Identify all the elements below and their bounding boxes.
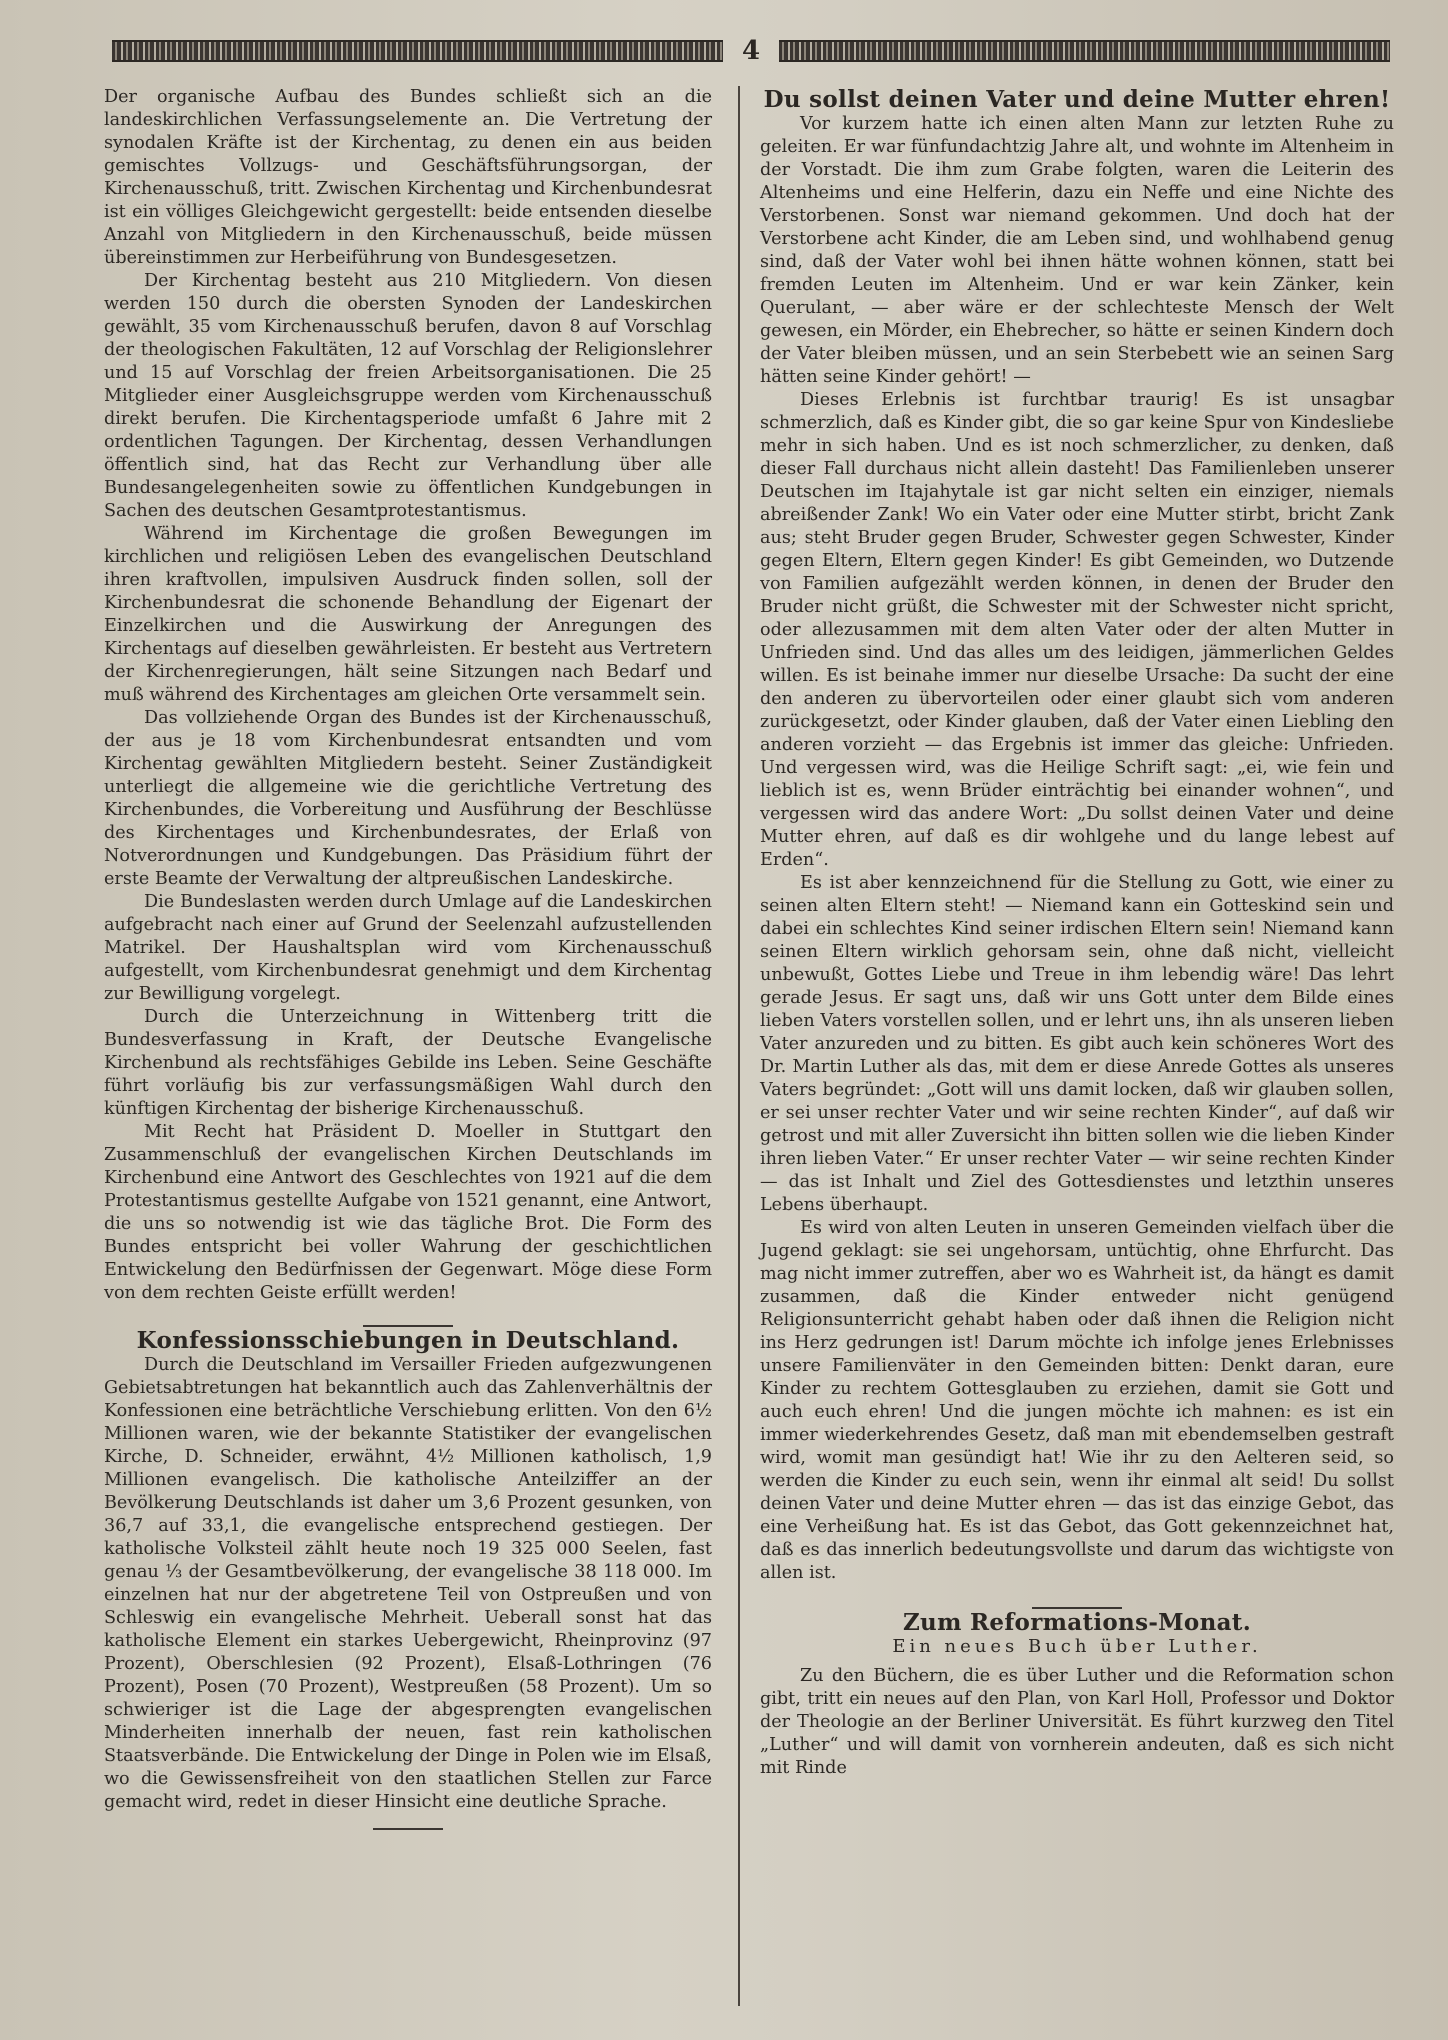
article-title: Konfessionsschiebungen in Deutschland. bbox=[136, 1327, 680, 1354]
paragraph: Es ist aber kennzeichnend für die Stellung zu Gott, wie einer zu seinen alten Eltern steht! — Niemand kann ein Gotteskind sein und dabei ein schlechtes Kind seiner irdischen Eltern sein! Niemand kann seinen Eltern wirklich gehorsam sein, ohne daß nicht, vielleicht unbewußt, Gottes Liebe und Treue in ihm lebendig wäre! Das lehrt gerade Jesus. Er sagt uns, daß wir uns Gott unter dem Bilde eines lieben Vaters vorstellen sollen, und er lehrt uns, ihn als unseren lieben Vater anzureden und zu bitten. Es gibt auch kein schöneres Wort des Dr. Martin Luther als das, mit dem er diese Anrede Gottes als unseres Vaters begründet: „Gott will uns damit locken, daß wir glauben sollen, er sei unser rechter Vater und wir seine rechten Kinder“, auf daß wir getrost und mit aller Zuversicht ihn bitten sollen wie die lieben Kinder ihren lieben Vater.“ Er unser rechter Vater — wir seine rechten Kinder — das ist Inhalt und Ziel des Gottesdienstes und letzthin unseres Lebens überhaupt. bbox=[760, 873, 1394, 1215]
column-divider bbox=[738, 86, 740, 2006]
columns bbox=[104, 86, 1396, 2026]
paragraph: Der organische Aufbau des Bundes schließt sich an die landeskirchlichen Verfassungselemente an. Die Vertretung der synodalen Kräfte ist der Kirchentag, zu denen ein aus beiden gemischtes Vollzugs- und Geschäftsführungsorgan, der Kirchenausschuß, tritt. Zwischen Kirchentag und Kirchenbundesrat ist ein völliges Gleichgewicht gergestellt: beide entsenden dieselbe Anzahl von Mitgliedern in den Kirchenausschuß, beide müssen übereinstimmen zur Herbeiführung von Bundesgesetzen. bbox=[104, 87, 712, 268]
ornamental-rule-left bbox=[112, 40, 723, 62]
paragraph: Dieses Erlebnis ist furchtbar traurig! Es ist unsagbar schmerzlich, daß es Kinder gibt, die so gar keine Spur von Kindesliebe mehr in sich haben. Und es ist noch schmerzlicher, zu denken, daß dieser Fall durchaus nicht allein dasteht! Das Familienleben unserer Deutschen im Itajahytale ist gar nicht selten ein einziger, niemals abreißender Zank! Wo ein Vater oder eine Mutter stirbt, bricht Zank aus; steht Bruder gegen Bruder, Schwester gegen Schwester, Kinder gegen Eltern, Eltern gegen Kinder! Es gibt Gemeinden, wo Dutzende von Familien aufgezählt werden können, in denen der Bruder den Bruder nicht grüßt, die Schwester mit der Schwester nicht spricht, oder allezusammen mit dem alten Vater oder der alten Mutter in Unfrieden sind. Und das alles um des leidigen, jämmerlichen Geldes willen. Es ist beinahe immer nur dieselbe Ursache: Da sucht der eine den anderen zu übervorteilen oder einer glaubt sich vom anderen zurückgesetzt, oder Kinder glauben, daß der Vater einen Liebling den anderen vorzieht — das Ergebnis ist immer das gleiche: Unfrieden. Und vergessen wird, was die Heilige Schrift sagt: „ei, wie fein und lieblich ist es, wenn Brüder einträchtig bei einander wohnen“, und vergessen wird das andere Wort: „Du sollst deinen Vater und deine Mutter ehren, auf daß es dir wohlgehe und du lange lebest auf Erden“. bbox=[760, 390, 1394, 870]
paragraph: Während im Kirchentage die großen Bewegungen im kirchlichen und religiösen Leben des evangelischen Deutschland ihren kraftvollen, impulsiven Ausdruck finden sollen, soll der Kirchenbundesrat die schonende Behandlung der Eigenart der Einzelkirchen und die Auswirkung der Anregungen des Kirchentags auf dieselben gewährleisten. Er besteht aus Vertretern der Kirchenregierungen, hält seine Sitzungen nach Bedarf und muß während des Kirchentages am gleichen Orte versammelt sein. bbox=[104, 524, 712, 705]
paragraph: Durch die Unterzeichnung in Wittenberg tritt die Bundesverfassung in Kraft, der Deutsche Evangelische Kirchenbund als rechtsfähiges Gebilde ins Leben. Seine Geschäfte führt vorläufig bis zur verfassungsmäßigen Wahl durch den künftigen Kirchentag der bisherige Kirchenausschuß. bbox=[104, 1007, 712, 1119]
paragraph: Der Kirchentag besteht aus 210 Mitgliedern. Von diesen werden 150 durch die obersten Synoden der Landeskirchen gewählt, 35 vom Kirchenausschuß berufen, davon 8 auf Vorschlag der theologischen Fakultäten, 12 auf Vorschlag der Religionslehrer und 15 auf Vorschlag der freien Arbeitsorganisationen. Die 25 Mitglieder einer Ausgleichsgruppe werden vom Kirchenausschuß direkt berufen. Die Kirchentagsperiode umfaßt 6 Jahre mit 2 ordentlichen Tagungen. Der Kirchentag, dessen Verhandlungen öffentlich sind, hat das Recht zur Verhandlung über alle Bundesangelegenheiten sowie zu öffentlichen Kundgebungen in Sachen des deutschen Gesamtprotestantismus. bbox=[104, 271, 712, 521]
article-title: Zum Reformations-Monat. bbox=[902, 1609, 1252, 1636]
page-header bbox=[112, 34, 1390, 68]
paragraph: Durch die Deutschland im Versailler Frieden aufgezwungenen Gebietsabtretungen hat bekanntlich auch das Zahlenverhältnis der Konfessionen eine beträchtliche Verschiebung erlitten. Von den 6½ Millionen waren, wie der bekannte Statistiker der evangelischen Kirche, D. Schneider, erwähnt, 4½ Millionen katholisch, 1,9 Millionen evangelisch. Die katholische Anteilziffer an der Bevölkerung Deutschlands ist daher um 3,6 Prozent gesunken, von 36,7 auf 33,1, die evangelische entsprechend gestiegen. Der katholische Volksteil zählt heute noch 19 325 000 Seelen, fast genau ⅓ der Gesamtbevölkerung, der evangelische 38 118 000. Im einzelnen hat nur der abgetretene Teil von Ostpreußen und von Schleswig ein evangelische Mehrheit. Ueberall sonst hat das katholische Element ein starkes Uebergewicht, Rheinprovinz (97 Prozent), Oberschlesien (92 Prozent), Elsaß-Lothringen (76 Prozent), Posen (70 Prozent), Westpreußen (58 Prozent). Um so schwieriger ist die Lage der abgesprengten evangelischen Minderheiten innerhalb der neuen, fast rein katholischen Staatsverbände. Die Entwickelung der Dinge in Polen wie im Elsaß, wo die Gewissensfreiheit von den staatlichen Stellen zur Farce gemacht wird, redet in dieser Hinsicht eine deutliche Sprache. bbox=[104, 1355, 712, 1812]
paragraph: Vor kurzem hatte ich einen alten Mann zur letzten Ruhe zu geleiten. Er war fünfundachtzig Jahre alt, und wohnte im Altenheim in der Vorstadt. Die ihm zum Grabe folgten, waren die Leiterin des Altenheims und eine Helferin, dazu ein Neffe und eine Nichte des Verstorbenen. Sonst war niemand gekommen. Und doch hat der Verstorbene acht Kinder, die am Leben sind, und wohlhabend genug sind, daß der Vater wohl bei ihnen hätte wohnen können, statt bei fremden Leuten im Altenheim. Und er war kein Zänker, kein Querulant, — aber wäre er der schlechteste Mensch der Welt gewesen, ein Mörder, ein Ehebrecher, so hätte er seinen Kindern doch der Vater bleiben müssen, und an sein Sterbebett wie an seinen Sarg hätten seine Kinder gehört! — bbox=[760, 114, 1394, 387]
section-divider bbox=[373, 1828, 443, 1830]
page-number: 4 bbox=[741, 36, 761, 66]
paragraph: Zu den Büchern, die es über Luther und die Reformation schon gibt, tritt ein neues auf den Plan, von Karl Holl, Professor und Doktor der Theologie an der Berliner Universität. Es führt kurzweg den Titel „Luther“ und will damit von vornherein andeuten, daß es sich nicht mit Rinde bbox=[760, 1666, 1394, 1778]
paragraph: Das vollziehende Organ des Bundes ist der Kirchenausschuß, der aus je 18 vom Kirchenbundesrat entsandten und vom Kirchentag gewählten Mitgliedern besteht. Seiner Zuständigkeit unterliegt die allgemeine wie die gerichtliche Vertretung des Kirchenbundes, die Vorbereitung und Ausführung der Beschlüsse des Kirchentages und Kirchenbundesrates, der Erlaß von Notverordnungen und Kundgebungen. Das Präsidium führt der erste Beamte der Verwaltung der altpreußischen Landeskirche. bbox=[104, 708, 712, 889]
ornamental-rule-right bbox=[779, 40, 1390, 62]
paragraph: Die Bundeslasten werden durch Umlage auf die Landeskirchen aufgebracht nach einer auf Grund der Seelenzahl aufzustellenden Matrikel. Der Haushaltsplan wird vom Kirchenausschuß aufgestellt, vom Kirchenbundesrat genehmigt und dem Kirchentag zur Bewilligung vorgelegt. bbox=[104, 892, 712, 1004]
paragraph: Es wird von alten Leuten in unseren Gemeinden vielfach über die Jugend geklagt: sie sei ungehorsam, untüchtig, ohne Ehrfurcht. Das mag nicht immer zutreffen, aber wo es Wahrheit ist, da hängt es damit zusammen, daß die Kinder entweder nicht genügend Religionsunterricht gehabt haben oder daß ihnen die Religion nicht ins Herz gedrungen ist! Darum möchte ich infolge jenes Erlebnisses unsere Familienväter in den Gemeinden bitten: Denkt daran, eure Kinder zu rechtem Gottesglauben zu erziehen, damit sie Gott und auch euch ehren! Und die jungen möchte ich mahnen: es ist ein immer wiederkehrendes Gesetz, daß man mit ebendemselben gestraft wird, womit man gesündigt hat! Wie ihr zu den Aelteren seid, so werden die Kinder zu euch sein, wenn ihr einmal alt seid! Du sollst deinen Vater und deine Mutter ehren — das ist das einzige Gebot, das eine Verheißung hat. Es ist das Gebot, das Gott gekennzeichnet hat, daß es das innerlich bedeutungsvollste und darum das wichtigste von allen ist. bbox=[760, 1218, 1394, 1583]
left-column bbox=[104, 86, 724, 2026]
right-column bbox=[754, 86, 1394, 2026]
article-subtitle: Ein neues Buch über Luther. bbox=[892, 1636, 1262, 1657]
paragraph: Mit Recht hat Präsident D. Moeller in Stuttgart den Zusammenschluß der evangelischen Kirchen Deutschlands im Kirchenbund eine Antwort des Geschlechtes von 1921 auf die dem Protestantismus gestellte Aufgabe von 1521 genannt, eine Antwort, die uns so notwendig ist wie das tägliche Brot. Die Form des Bundes entspricht bei voller Wahrung der geschichtlichen Entwickelung den Bedürfnissen der Gegenwart. Möge diese Form von dem rechten Geiste erfüllt werden! bbox=[104, 1122, 712, 1303]
article-title: Du sollst deinen Vater und deine Mutter ehren! bbox=[763, 86, 1391, 113]
